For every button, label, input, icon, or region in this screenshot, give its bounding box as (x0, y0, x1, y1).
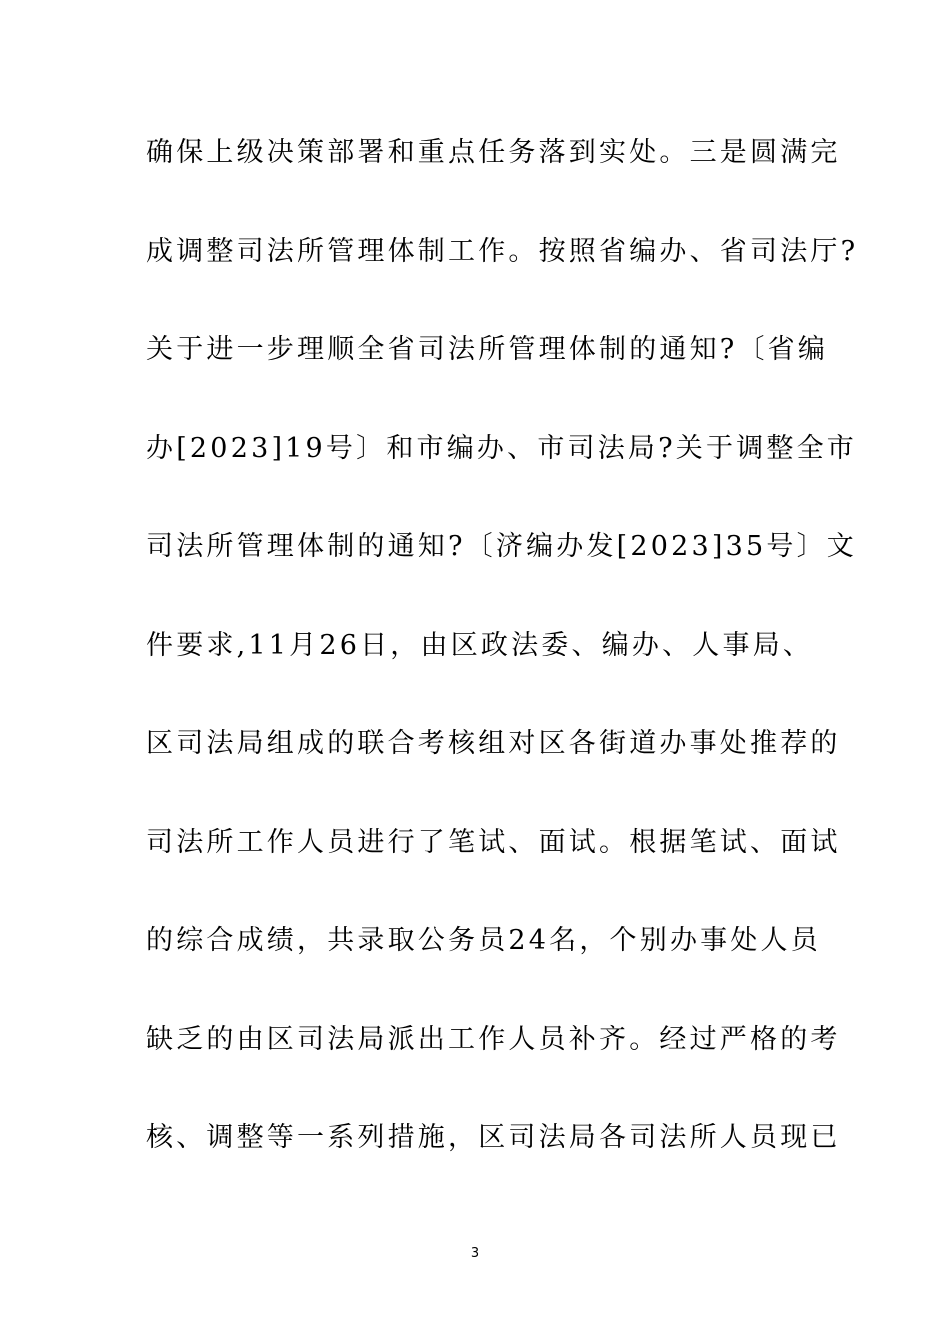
text-line: 件要求,11月26日，由区政法委、编办、人事局、 (146, 629, 814, 661)
text-line: 成调整司法所管理体制工作。按照省编办、省司法厅? (146, 235, 859, 267)
text-line: 核、调整等一系列措施，区司法局各司法所人员现已 (146, 1122, 841, 1153)
page-number: 3 (470, 1246, 480, 1261)
body-text (146, 128, 859, 1212)
text-line: 关于进一步理顺全省司法所管理体制的通知?〔省编 (146, 334, 829, 365)
text-line: 司法所管理体制的通知?〔济编办发[2023]35号〕文 (146, 531, 858, 562)
text-line: 司法所工作人员进行了笔试、面试。根据笔试、面试 (146, 826, 841, 858)
text-line: 的综合成绩，共录取公务员24名，个别办事处人员 (146, 925, 821, 956)
text-line: 缺乏的由区司法局派出工作人员补齐。经过严格的考 (146, 1023, 841, 1055)
text-line: 区司法局组成的联合考核组对区各街道办事处推荐的 (146, 728, 841, 759)
text-line: 确保上级决策部署和重点任务落到实处。三是圆满完 (146, 137, 841, 168)
text-line: 办[2023]19号〕和市编办、市司法局?关于调整全市 (146, 432, 858, 464)
